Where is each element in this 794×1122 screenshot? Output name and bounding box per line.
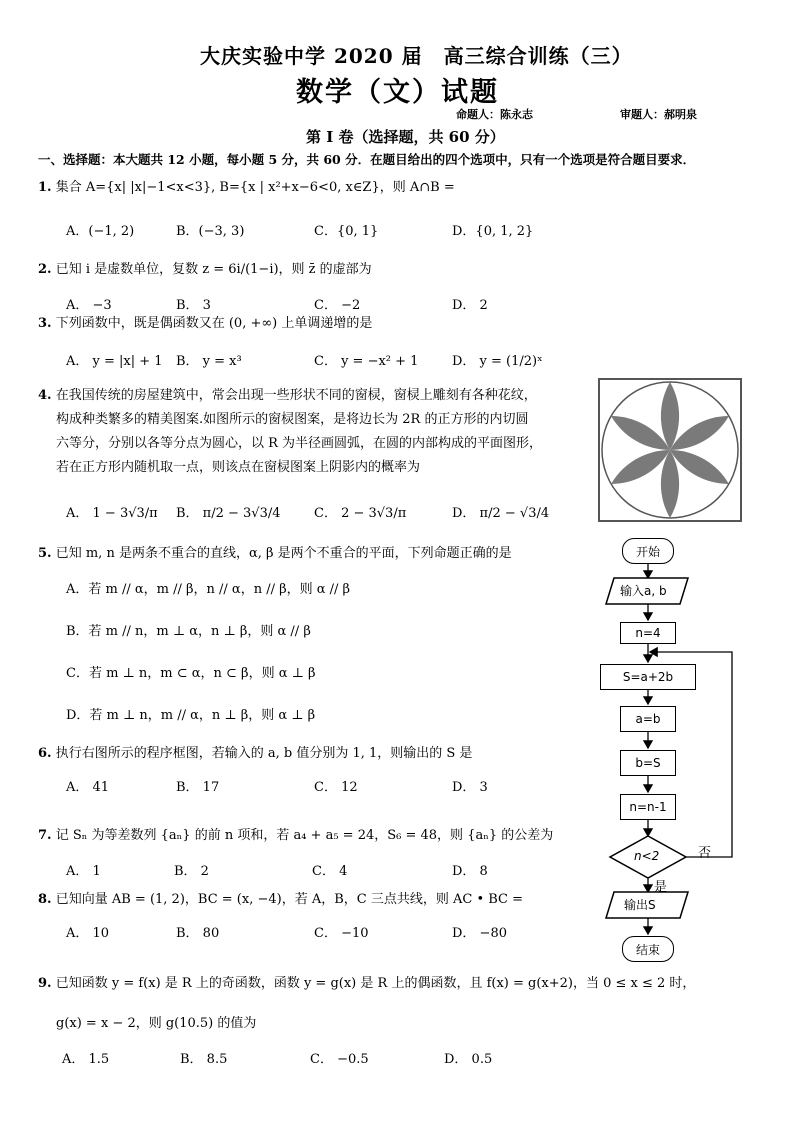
setter-label: 命题人：陈永志 (456, 108, 533, 121)
question-stem: 已知 m, n 是两条不重合的直线，α, β 是两个不重合的平面，下列命题正确的是 (55, 546, 512, 561)
question-2 (38, 258, 372, 282)
question-stem: 已知向量 AB = (1, 2)，BC = (x, −4)，若 A，B，C 三点共线，则 AC • BC = (55, 892, 524, 907)
section-instruction: 一、选择题：本大题共 12 小题，每小题 5 分，共 60 分．在题目给出的四个选项中，只有一个选项是符合题目要求． (38, 152, 696, 167)
q3-option-c: C． y = −x² + 1 (314, 354, 419, 369)
question-1 (38, 176, 455, 200)
flowchart-step-b: b=S (620, 750, 676, 776)
q1-option-d: D．{0, 1, 2} (452, 224, 534, 239)
q4-option-b: B． π/2 − 3√3/4 (176, 506, 281, 521)
q1-option-c: C．{0, 1} (314, 224, 379, 239)
flowchart-condition: n<2 (634, 849, 660, 863)
question-stem: 已知函数 y = f(x) 是 R 上的奇函数，函数 y = g(x) 是 R 上的偶函数，且 f(x) = g(x+2)，当 0 ≤ x ≤ 2 时， (55, 976, 696, 991)
q6-option-d: D． 3 (452, 780, 488, 795)
question-number: 2. (38, 262, 52, 277)
flowchart-input: 输入a, b (620, 584, 667, 598)
flowchart-start: 开始 (622, 538, 674, 564)
question-7 (38, 824, 553, 848)
question-number: 5. (38, 546, 52, 561)
question-8 (38, 888, 523, 912)
question-number: 7. (38, 828, 52, 843)
question-9 (38, 972, 695, 996)
q7-option-b: B． 2 (174, 864, 209, 879)
q4-option-d: D． π/2 − √3/4 (452, 506, 550, 521)
q7-option-d: D． 8 (452, 864, 488, 879)
q8-option-d: D． −80 (452, 926, 507, 941)
flowchart-end: 结束 (622, 936, 674, 962)
question-stem-line: 六等分，分别以各等分点为圆心，以 R 为半径画圆弧，在圆的内部构成的平面图形， (56, 436, 543, 451)
flowchart-step-a: a=b (620, 706, 676, 732)
q7-option-c: C． 4 (312, 864, 348, 879)
q9-option-b: B． 8.5 (180, 1052, 228, 1067)
question-4 (38, 384, 537, 408)
question-stem: 记 Sₙ 为等差数列 {aₙ} 的前 n 项和，若 a₄ + a₅ = 24，S₆ = 48，则 {aₙ} 的公差为 (55, 828, 554, 843)
q9-option-a: A． 1.5 (62, 1052, 110, 1067)
q3-option-a: A． y = |x| + 1 (66, 354, 163, 369)
part-heading: 第 I 卷（选择题，共 60 分） (306, 128, 505, 146)
q7-option-a: A． 1 (66, 864, 101, 879)
question-stem: 已知 i 是虚数单位，复数 z = 6i/(1−i)，则 z̄ 的虚部为 (55, 262, 372, 277)
q9-option-d: D． 0.5 (444, 1052, 493, 1067)
flowchart-yes-label: 是 (654, 880, 668, 895)
school-title: 大庆实验中学 2020 届 高三综合训练（三） (200, 44, 633, 68)
flowchart-init: n=4 (620, 622, 676, 644)
q1-option-a: A．(−1, 2) (66, 224, 135, 239)
q6-option-b: B． 17 (176, 780, 220, 795)
question-number: 6. (38, 746, 52, 761)
q6-option-c: C． 12 (314, 780, 358, 795)
flowchart-output: 输出S (624, 898, 656, 912)
question-number: 1. (38, 180, 52, 195)
question-stem: 下列函数中，既是偶函数又在 (0, +∞) 上单调递增的是 (55, 316, 373, 331)
question-stem-line: g(x) = x − 2，则 g(10.5) 的值为 (56, 1016, 257, 1031)
q5-option-a: A．若 m // α，m // β，n // α，n // β，则 α // β (66, 582, 351, 597)
flowchart-step-s: S=a+2b (600, 664, 696, 690)
q2-option-a: A． −3 (66, 298, 112, 313)
question-number: 3. (38, 316, 52, 331)
q8-option-c: C． −10 (314, 926, 369, 941)
q5-option-c: C．若 m ⊥ n，m ⊂ α，n ⊂ β，则 α ⊥ β (66, 666, 316, 681)
q2-option-b: B． 3 (176, 298, 211, 313)
question-stem-line: 在我国传统的房屋建筑中，常会出现一些形状不同的窗棂，窗棂上雕刻有各种花纹， (55, 388, 537, 403)
flowchart-no-label: 否 (698, 846, 712, 861)
q4-option-c: C． 2 − 3√3/π (314, 506, 407, 521)
question-6 (38, 742, 472, 766)
q1-option-b: B．(−3, 3) (176, 224, 245, 239)
q8-option-b: B． 80 (176, 926, 220, 941)
q9-option-c: C． −0.5 (310, 1052, 369, 1067)
question-stem-line: 构成种类繁多的精美图案.如图所示的窗棂图案，是将边长为 2R 的正方形的内切圆 (56, 412, 529, 427)
question-stem-line: 若在正方形内随机取一点，则该点在窗棂图案上阴影内的概率为 (56, 460, 421, 475)
q5-option-d: D．若 m ⊥ n，m // α，n ⊥ β，则 α ⊥ β (66, 708, 316, 723)
q4-option-a: A． 1 − 3√3/π (66, 506, 158, 521)
exam-title: 数学（文）试题 (296, 77, 499, 108)
question-stem: 执行右图所示的程序框图，若输入的 a, b 值分别为 1, 1，则输出的 S 是 (55, 746, 473, 761)
window-lattice-figure (598, 378, 742, 522)
question-stem: 集合 A={x| |x|−1<x<3}, B={x | x²+x−6<0, x∈Z}，则 A∩B = (55, 180, 455, 195)
flowchart (596, 536, 756, 966)
q2-option-d: D． 2 (452, 298, 488, 313)
question-number: 8. (38, 892, 52, 907)
q6-option-a: A． 41 (66, 780, 110, 795)
q5-option-b: B．若 m // n，m ⊥ α，n ⊥ β，则 α // β (66, 624, 311, 639)
q3-option-d: D． y = (1/2)ˣ (452, 354, 543, 369)
q3-option-b: B． y = x³ (176, 354, 242, 369)
question-3 (38, 312, 372, 336)
reviewer-label: 审题人：郝明泉 (620, 108, 697, 121)
question-number: 9. (38, 976, 52, 991)
flowchart-step-n: n=n-1 (620, 794, 676, 820)
question-number: 4. (38, 388, 52, 403)
q8-option-a: A． 10 (66, 926, 110, 941)
question-5 (38, 542, 512, 566)
q2-option-c: C． −2 (314, 298, 361, 313)
